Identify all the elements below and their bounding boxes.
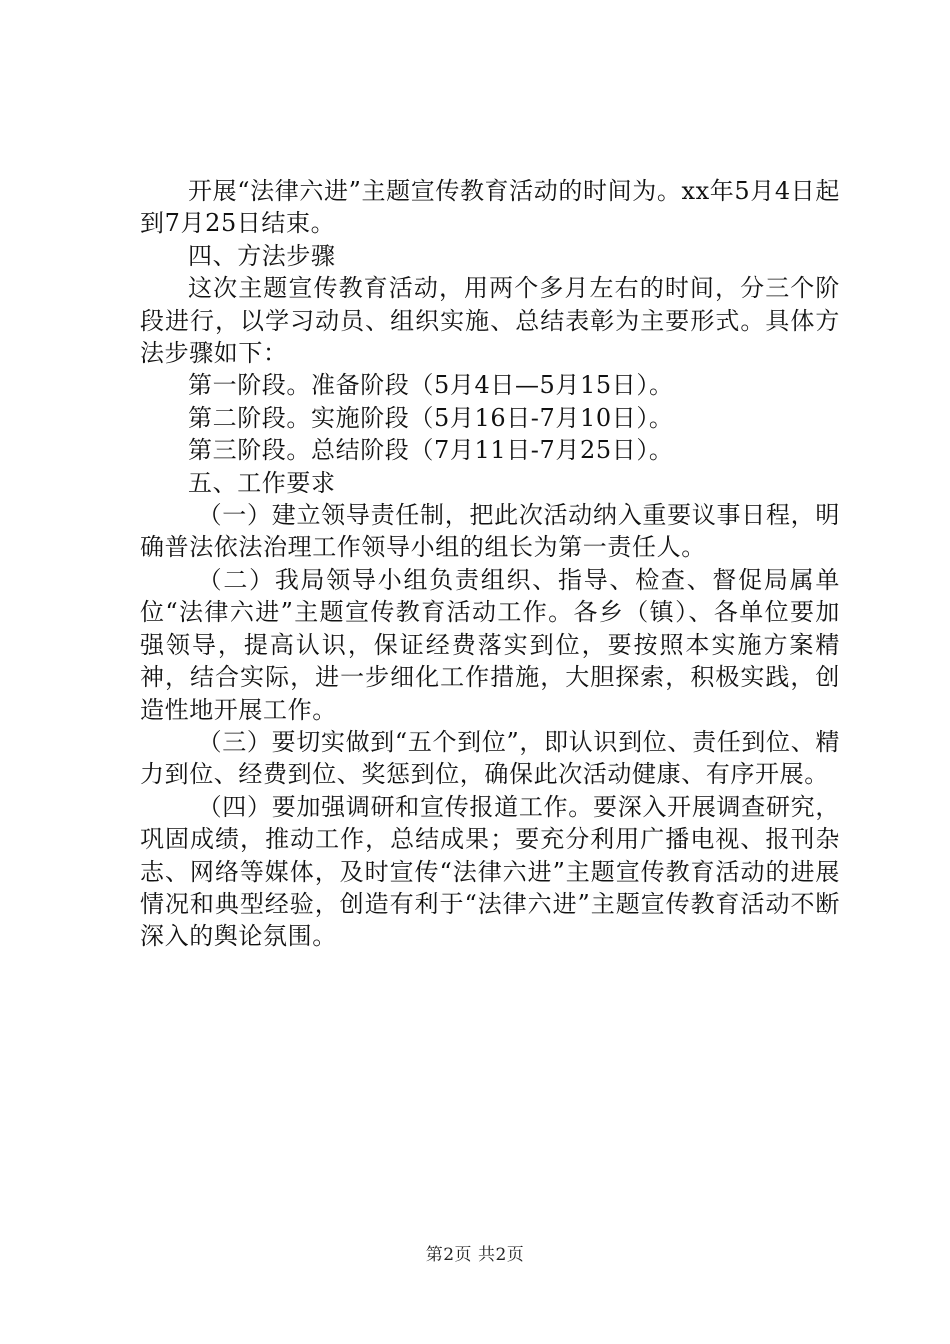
paragraph-stage-two: 第二阶段。实施阶段（5月16日-7月10日）。 bbox=[188, 403, 674, 432]
paragraph-stage-one: 第一阶段。准备阶段（5月4日—5月15日）。 bbox=[188, 371, 674, 400]
paragraph-requirement-4: （四）要加强调研和宣传报道工作。要深入开展调查研究，巩固成绩，推动工作，总结成果；要充分利用广播电视、报刊杂志、网络等媒体，及时宣传“法律六进”主题宣传教育活动的进展情况和典型经验，创造有利于“法律六进”主题宣传教育活动不断深入的舆论氛围。 bbox=[140, 792, 840, 951]
paragraph-requirement-2: （二）我局领导小组负责组织、指导、检查、督促局属单位“法律六进”主题宣传教育活动工作。各乡（镇）、各单位要加强领导，提高认识，保证经费落实到位，要按照本实施方案精神，结合实际，进一步细化工作措施，大胆探索，积极实践，创造性地开展工作。 bbox=[140, 565, 840, 724]
heading-work-requirements: 五、工作要求 bbox=[188, 468, 336, 497]
paragraph-requirement-1: （一）建立领导责任制，把此次活动纳入重要议事日程，明确普法依法治理工作领导小组的组长为第一责任人。 bbox=[140, 501, 840, 562]
paragraph-stage-three: 第三阶段。总结阶段（7月11日-7月25日）。 bbox=[188, 436, 674, 465]
paragraph-schedule: 开展“法律六进”主题宣传教育活动的时间为。xx年5月4日起到7月25日结束。 bbox=[140, 177, 840, 238]
document-body bbox=[140, 175, 840, 953]
page-number-footer: 第2页 共2页 bbox=[425, 1245, 525, 1265]
heading-method-steps: 四、方法步骤 bbox=[188, 241, 336, 270]
paragraph-requirement-3: （三）要切实做到“五个到位”，即认识到位、责任到位、精力到位、经费到位、奖惩到位，确保此次活动健康、有序开展。 bbox=[140, 727, 840, 789]
paragraph-method-intro: 这次主题宣传教育活动，用两个多月左右的时间，分三个阶段进行，以学习动员、组织实施、总结表彰为主要形式。具体方法步骤如下： bbox=[140, 274, 840, 368]
